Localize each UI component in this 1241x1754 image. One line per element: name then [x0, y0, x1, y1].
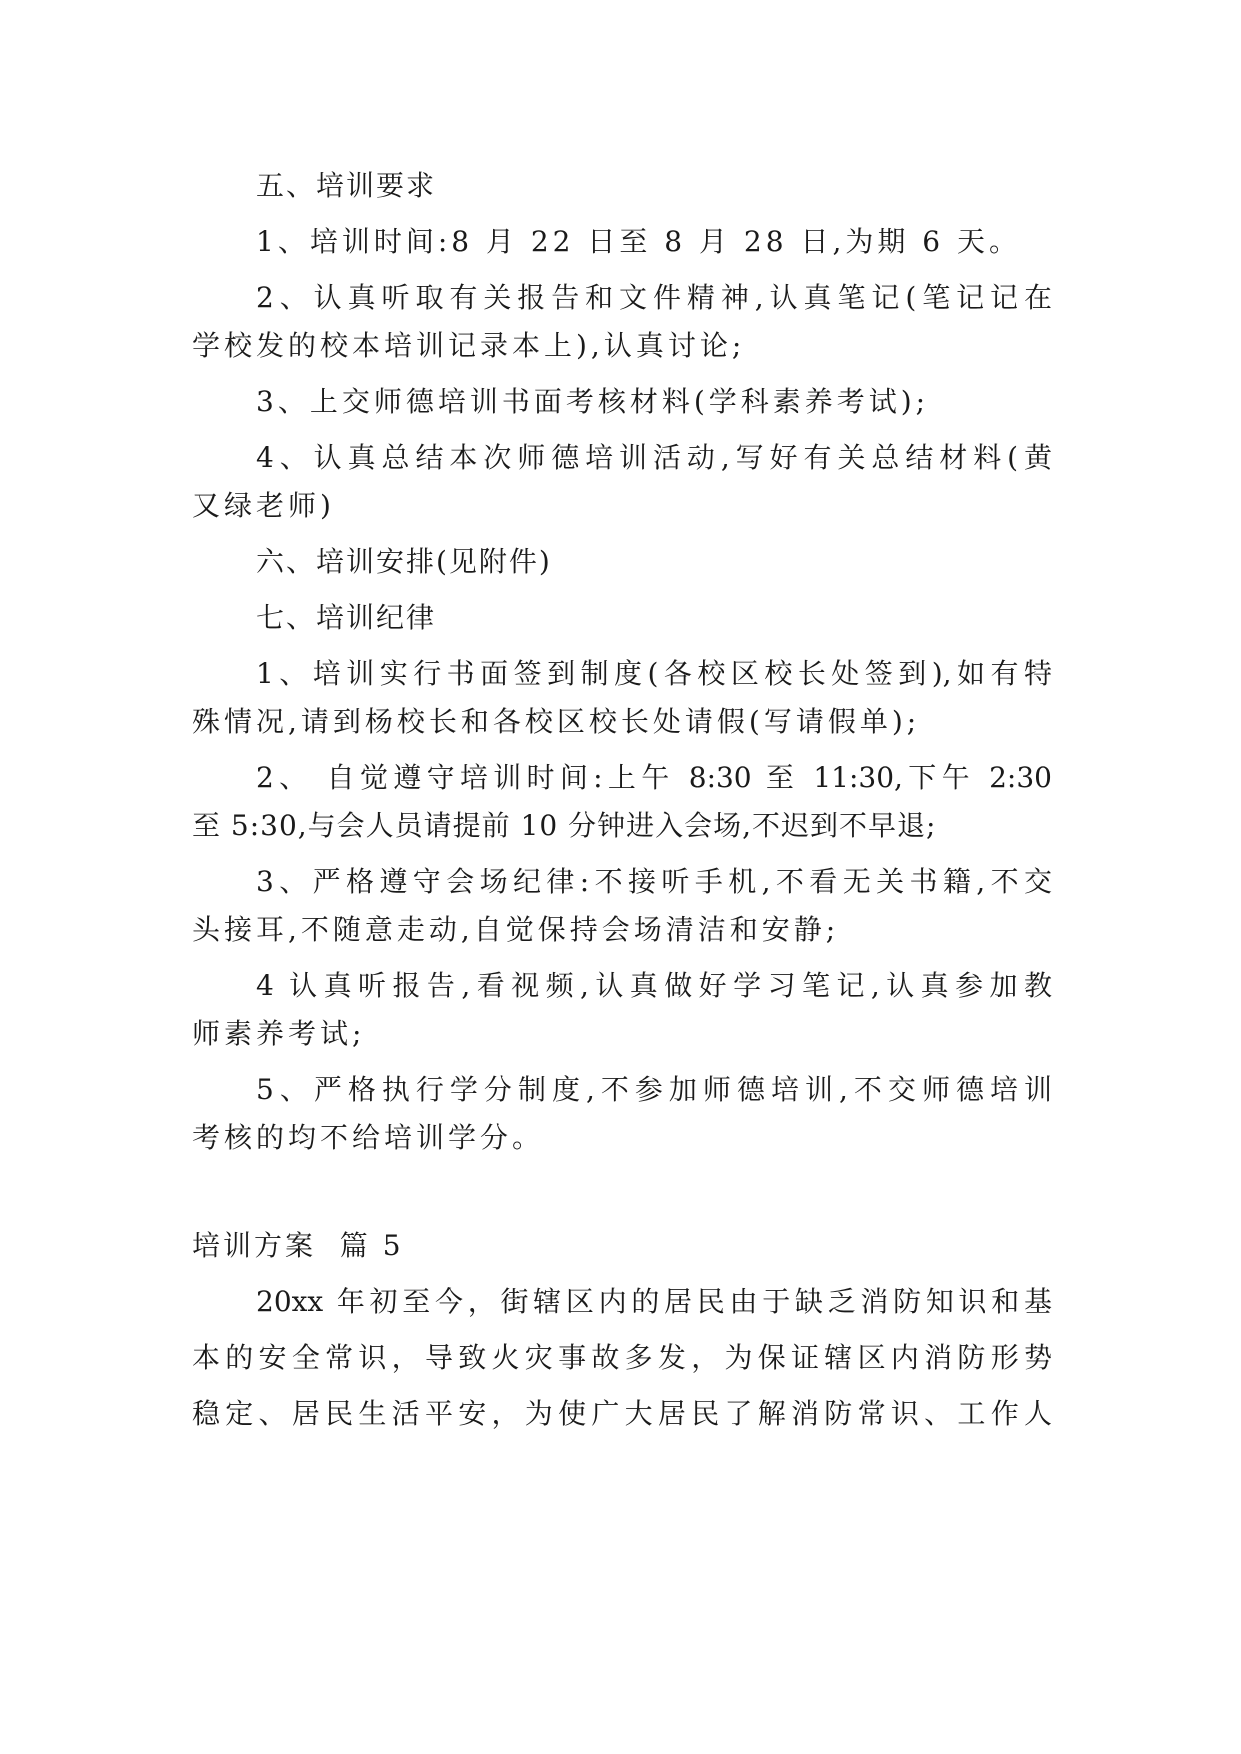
- requirement-item-4-line-1: 4、认真总结本次师德培训活动,写好有关总结材料(黄: [256, 441, 1052, 474]
- discipline-item-5-line-2: 考核的均不给培训学分。: [192, 1121, 545, 1154]
- requirement-item-1: 1、培训时间:8 月 22 日至 8 月 28 日,为期 6 天。: [256, 225, 1021, 258]
- article-paragraph-line-1: 20xx 年初至今，街辖区内的居民由于缺乏消防知识和基: [256, 1285, 1052, 1318]
- article-paragraph-line-2: 本的安全常识，导致火灾事故多发，为保证辖区内消防形势: [192, 1341, 1052, 1374]
- section-heading-requirements: 五、培训要求: [256, 169, 437, 202]
- article-title: 培训方案 篇 5: [192, 1229, 404, 1262]
- requirement-item-4-line-2: 又绿老师): [192, 489, 335, 522]
- discipline-item-4-line-1: 4 认真听报告,看视频,认真做好学习笔记,认真参加教: [256, 969, 1052, 1002]
- discipline-item-5-line-1: 5、严格执行学分制度,不参加师德培训,不交师德培训: [256, 1073, 1052, 1106]
- section-heading-discipline: 七、培训纪律: [256, 601, 437, 634]
- discipline-item-4-line-2: 师素养考试;: [192, 1017, 366, 1050]
- article-paragraph-line-3: 稳定、居民生活平安，为使广大居民了解消防常识、工作人: [192, 1397, 1052, 1430]
- discipline-item-2-line-1: 2、 自觉遵守培训时间:上午 8:30 至 11:30,下午 2:30: [256, 761, 1052, 794]
- requirement-item-2-line-2: 学校发的校本培训记录本上),认真讨论;: [192, 329, 746, 362]
- discipline-item-2-line-2: 至 5:30,与会人员请提前 10 分钟进入会场,不迟到不早退;: [192, 809, 937, 842]
- discipline-item-3-line-2: 头接耳,不随意走动,自觉保持会场清洁和安静;: [192, 913, 840, 946]
- discipline-item-1-line-1: 1、培训实行书面签到制度(各校区校长处签到),如有特: [256, 657, 1052, 690]
- section-heading-arrangement: 六、培训安排(见附件): [256, 545, 552, 578]
- discipline-item-1-line-2: 殊情况,请到杨校长和各校区校长处请假(写请假单);: [192, 705, 921, 738]
- discipline-item-3-line-1: 3、严格遵守会场纪律:不接听手机,不看无关书籍,不交: [256, 865, 1052, 898]
- requirement-item-2-line-1: 2、认真听取有关报告和文件精神,认真笔记(笔记记在: [256, 281, 1052, 314]
- requirement-item-3: 3、上交师德培训书面考核材料(学科素养考试);: [256, 385, 930, 418]
